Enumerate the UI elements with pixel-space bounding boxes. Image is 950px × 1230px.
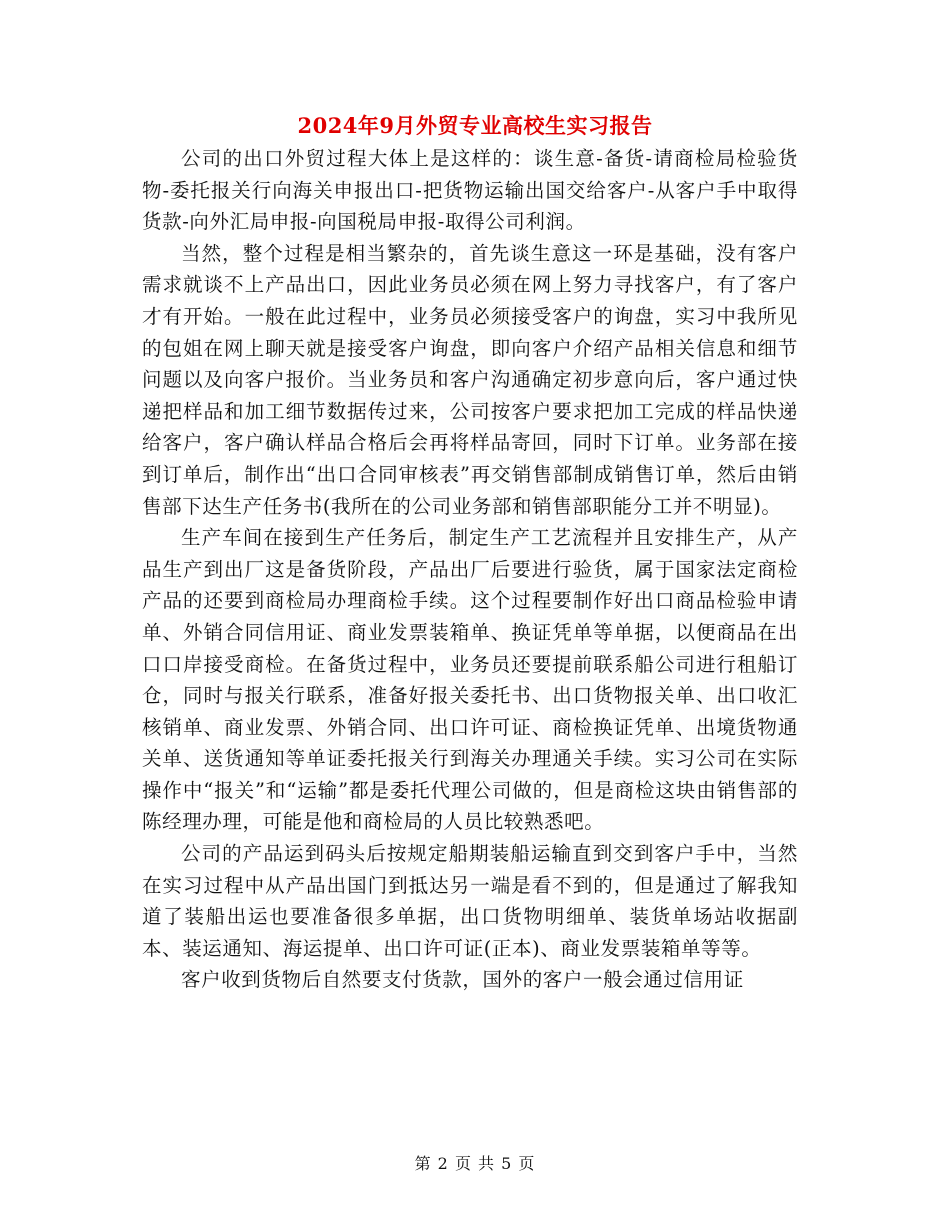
document-title: 2024年9月外贸专业高校生实习报告 <box>297 113 653 138</box>
page-number-footer: 第 2 页 共 5 页 <box>414 1154 536 1173</box>
paragraph-5: 客户收到货物后自然要支付货款，国外的客户一般会通过信用证 <box>181 968 744 992</box>
paragraph-4: 公司的产品运到码头后按规定船期装船运输直到交到客户手中，当然在实习过程中从产品出国门到抵达另一端是看不到的，但是通过了解我知道了装船出运也要准备很多单据，出口货物明细单、装货单场站收据副本、装运通知、海运提单、出口许可证(正本)、商业发票装箱单等等。 <box>142 842 798 960</box>
paragraph-1: 公司的出口外贸过程大体上是这样的：谈生意-备货-请商检局检验货物-委托报关行向海关申报出口-把货物运输出国交给客户-从客户手中取得货款-向外汇局申报-向国税局申报-取得公司利润。 <box>142 147 798 234</box>
paragraph-3: 生产车间在接到生产任务后，制定生产工艺流程并且安排生产，从产品生产到出厂这是备货阶段，产品出厂后要进行验货，属于国家法定商检产品的还要到商检局办理商检手续。这个过程要制作好出口商品检验申请单、外销合同信用证、商业发票装箱单、换证凭单等单据，以便商品在出口口岸接受商检。在备货过程中，业务员还要提前联系船公司进行租船订仓，同时与报关行联系，准备好报关委托书、出口货物报关单、出口收汇核销单、商业发票、外销合同、出口许可证、商检换证凭单、出境货物通关单、送货通知等单证委托报关行到海关办理通关手续。实习公司在实际操作中“报关”和“运输”都是委托代理公司做的，但是商检这块由销售部的陈经理办理，可能是他和商检局的人员比较熟悉吧。 <box>142 526 798 834</box>
paragraph-2: 当然，整个过程是相当繁杂的，首先谈生意这一环是基础，没有客户需求就谈不上产品出口，因此业务员必须在网上努力寻找客户，有了客户才有开始。一般在此过程中，业务员必须接受客户的询盘，实习中我所见的包姐在网上聊天就是接受客户询盘，即向客户介绍产品相关信息和细节问题以及向客户报价。当业务员和客户沟通确定初步意向后，客户通过快递把样品和加工细节数据传过来，公司按客户要求把加工完成的样品快递给客户，客户确认样品合格后会再将样品寄回，同时下订单。业务部在接到订单后，制作出“出口合同审核表”再交销售部制成销售订单，然后由销售部下达生产任务书(我所在的公司业务部和销售部职能分工并不明显)。 <box>142 241 798 518</box>
document-body <box>142 143 798 996</box>
